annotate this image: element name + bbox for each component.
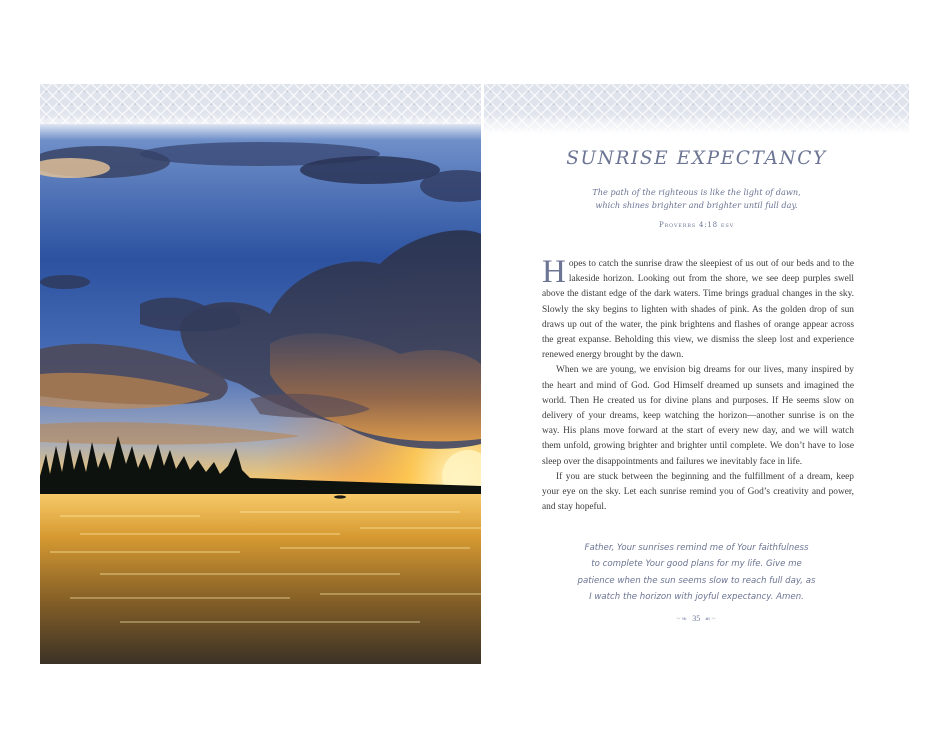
verse-line: which shines brighter and brighter until full day. bbox=[595, 200, 798, 210]
paragraph: If you are stuck between the beginning and the fulfillment of a dream, keep your eye on the sky. Let each sunrise remind you of God’s creativity and power, and stay hopeful. bbox=[542, 471, 854, 513]
drop-cap: H bbox=[542, 254, 566, 290]
devotional-body bbox=[542, 254, 854, 515]
page-title: SUNRISE EXPECTANCY bbox=[566, 148, 827, 169]
ornament-right-icon: ☙~ bbox=[704, 615, 717, 623]
paragraph: When we are young, we envision big dreams for our lives, many inspired by the heart and mind of God. God Himself dreamed up sunsets and imagined the world. Then He created us for divine plans and purposes. If He seems slow on delivery of your dreams, keep watching the horizon—another sunrise is on the way. His plans move forward at the start of every new day, and we will watch them unfold, growing brighter and brighter until complete. We don’t have to lose sleep over the disappointments and failures we inevitably face in life. bbox=[542, 365, 854, 467]
closing-prayer bbox=[484, 540, 909, 605]
verse-line: The path of the righteous is like the light of dawn, bbox=[592, 187, 801, 197]
paragraph bbox=[542, 254, 854, 363]
page-number: 35 bbox=[692, 614, 701, 623]
scripture-verse bbox=[484, 186, 909, 212]
ornament-left-icon: ~❧ bbox=[676, 615, 689, 623]
prayer-line: I watch the horizon with joyful expectancy. Amen. bbox=[589, 591, 804, 602]
prayer-line: to complete Your good plans for my life. Give me bbox=[591, 559, 802, 570]
sunrise-lake-photo bbox=[40, 124, 481, 664]
book-spread bbox=[40, 84, 909, 664]
paragraph-text: opes to catch the sunrise draw the sleepiest of us out of our beds and to the lakeside horizon. Looking out from the shore, we see deep purples swell above the distant edge of the dark waters. Time brings gradual changes in the sky. Slowly the sky begins to lighten with shades of pink. As the golden drop of sun draws up out of the water, the pink brightens and flashes of orange appear across the great expanse. Beholding this view, we dismiss the sleep lost and experience renewed energy brought by the dawn. bbox=[542, 259, 854, 361]
page-number-row bbox=[484, 614, 909, 623]
prayer-line: Father, Your sunrises remind me of Your faithfulness bbox=[584, 543, 809, 553]
text-page bbox=[484, 84, 909, 664]
prayer-line: patience when the sun seems slow to reach full day, as bbox=[577, 575, 816, 586]
verse-reference: Proverbs 4:18 esv bbox=[658, 221, 735, 229]
